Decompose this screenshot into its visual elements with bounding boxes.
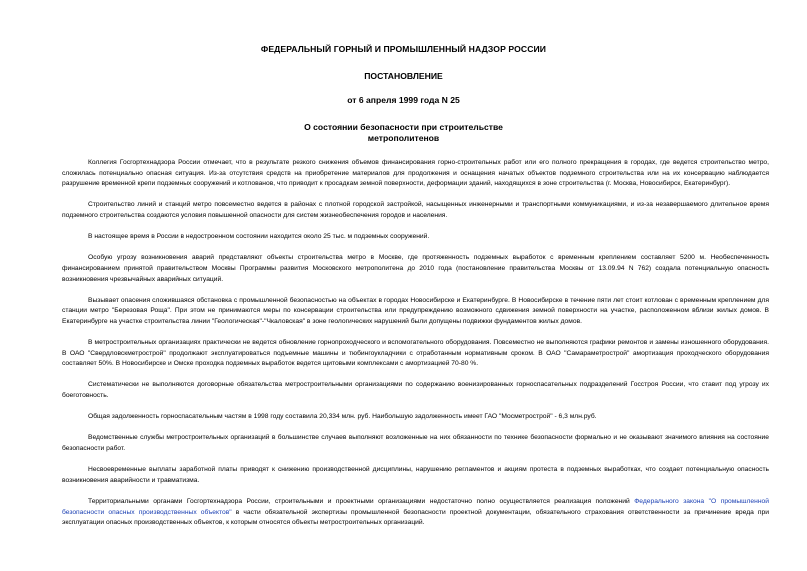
document-body bbox=[62, 158, 769, 539]
paragraph: В настоящее время в России в недостроенном состоянии находится около 25 тыс. м подземных сооружений. bbox=[88, 233, 430, 241]
paragraph: Общая задолженность горноспасательным частям в 1998 году составила 20,334 млн. руб. Наибольшую задолженность имеет ГАО "Мосметрострой" - 6,3 млн.руб. bbox=[88, 413, 597, 421]
paragraph-text-after-link: в части обязательной экспертизы промышленной безопасности проектной документации, обязательного страхования ответственности за причинение вреда при эксплуатации опасных производственных объектов, к которым относятся объекты метростроительных организаций. bbox=[62, 508, 769, 527]
paragraph: Коллегия Госгортехнадзора России отмечает, что в результате резкого снижения объемов финансирования горно-строительных работ или его полного прекращения в городах, где ведется строительство метро, сложилась потенциально опасная ситуация. Из-за отсутствия средств на приобретение материалов для продолжения и оснащения начатых объектов подземного строительства или на их консервацию наблюдается разрушение временной крепи подземных сооружений и котлованов, что приводит к просадкам земной поверхности, деформации зданий, находящихся в зоне строительства (г. Москва, Новосибирск, Екатеринбург). bbox=[62, 159, 769, 188]
document-type: ПОСТАНОВЛЕНИЕ bbox=[364, 71, 443, 81]
paragraph-text-before-link: Территориальными органами Госгортехнадзора России, строительными и проектными организациями недостаточно полно осуществляется реализация положений bbox=[88, 498, 635, 505]
paragraph: Строительство линий и станций метро повсеместно ведется в районах с плотной городской застройкой, насыщенных инженерными и транспортными коммуникациями, и из-за незавершаемого длительное время подземного строительства создаются условия повышенной опасности для систем жизнеобеспечения городов и населения. bbox=[62, 201, 769, 219]
agency-name: ФЕДЕРАЛЬНЫЙ ГОРНЫЙ И ПРОМЫШЛЕННЫЙ НАДЗОР РОССИИ bbox=[260, 44, 547, 54]
document-title-line-2: метрополитенов bbox=[367, 132, 440, 143]
federal-law-link[interactable]: Федерального закона "О промышленной безопасности опасных производственных объектов" bbox=[62, 498, 769, 516]
paragraph: Особую угрозу возникновения аварий представляют объекты строительства метро в Москве, где протяженность подземных выработок с временным креплением составляет 5200 м. Необеспеченность финансированием принятой правительством Москвы Программы развития Московского метрополитена до 2010 года (постановление правительства Москвы от 13.09.94 N 762) создала потенциальную опасность возникновения чрезвычайных аварийных ситуаций. bbox=[62, 254, 769, 283]
paragraph: Вызывает опасения сложившаяся обстановка с промышленной безопасностью на объектах в городах Новосибирске и Екатеринбурге. В Новосибирске в течение пяти лет стоит котлован с временным креплением для станции метро "Березовая Роща". При этом не принимаются меры по консервации строительства или предупреждению возможного сдвижения земной поверхности на участке, расположенном вблизи жилых домов. В Екатеринбурге на участке строительства линии "Геологическая"-"Чкаловская" в зоне геологических нарушений были допущены подвижки фундаментов жилых домов. bbox=[62, 296, 769, 325]
paragraph: Несвоевременные выплаты заработной платы приводят к снижению производственной дисциплины, нарушению регламентов и акциям протеста в подземных выработках, что создает потенциальную опасность возникновения аварийности и травматизма. bbox=[62, 466, 769, 484]
paragraph-with-link bbox=[62, 497, 769, 529]
document-title-line-1: О состоянии безопасности при строительстве bbox=[304, 122, 503, 132]
document-date-number: от 6 апреля 1999 года N 25 bbox=[347, 95, 460, 105]
paragraph: В метростроительных организациях практически не ведется обновление горнопроходческого и вспомогательного оборудования. Повсеместно не выполняются графики ремонтов и замены изношенного оборудования. В ОАО "Свердловскметрострой" продолжают эксплуатироваться подъемные машины и тюбингоукладчики с отработанным нормативным сроком. В ОАО "Самараметрострой" амортизация проходческого оборудования составляет 50%. В Новосибирске и Омске проходка подземных выработок ведется щитовыми комплексами с амортизацией 70-80 %. bbox=[62, 339, 769, 368]
document-title bbox=[0, 122, 807, 143]
paragraph: Ведомственные службы метростроительных организаций в большинстве случаев выполняют возложенные на них обязанности по технике безопасности формально и не оказывают значимого влияния на состояние безопасности работ. bbox=[62, 434, 769, 453]
paragraph: Систематически не выполняются договорные обязательства метростроительными организациями по содержанию военизированных горноспасательных подразделений Госстроя России, что ставит под угрозу их боеготовность. bbox=[62, 381, 769, 400]
